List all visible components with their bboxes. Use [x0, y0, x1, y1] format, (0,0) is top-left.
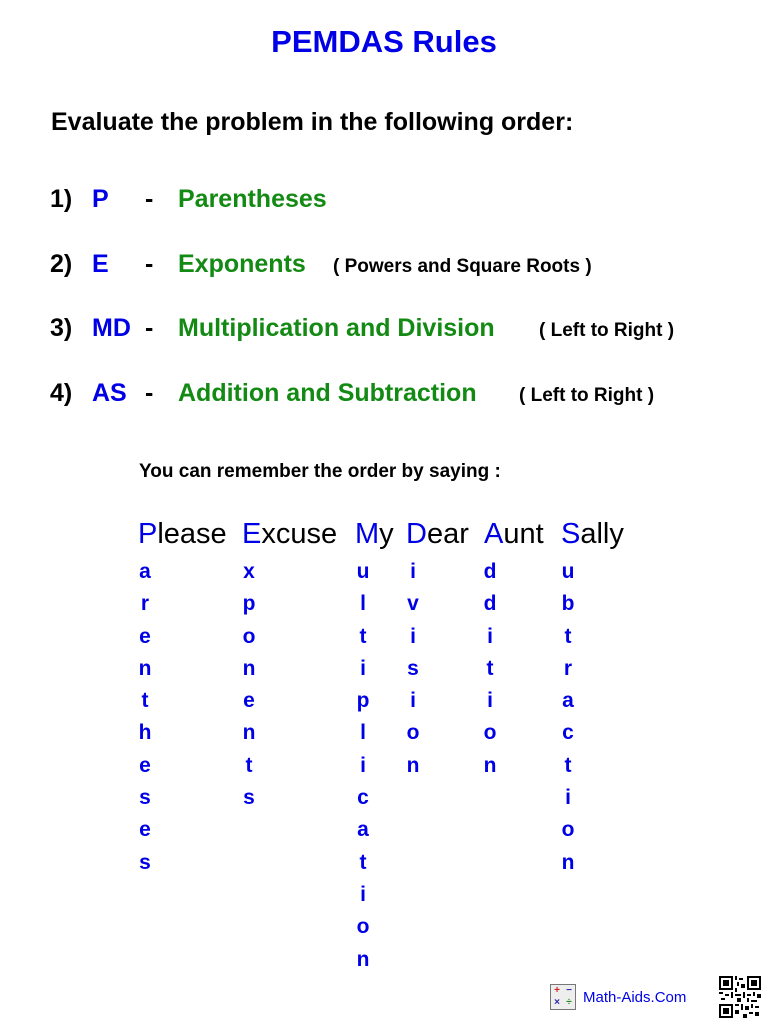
- mnemonic-word: [484, 515, 544, 553]
- column-letter: l: [360, 592, 366, 616]
- rule-abbreviation: MD: [92, 314, 131, 342]
- column-letter: s: [139, 850, 151, 874]
- column-letter: l: [360, 721, 366, 745]
- mnemonic-word: [355, 515, 394, 553]
- mnemonic-rest: ally: [580, 518, 624, 550]
- page-title: PEMDAS Rules: [271, 24, 497, 59]
- column-letter: s: [407, 656, 419, 680]
- mnemonic-word: [406, 515, 469, 553]
- rule-name: Multiplication and Division: [178, 314, 495, 342]
- mnemonic-initial: P: [138, 518, 158, 550]
- column-letter: d: [483, 560, 497, 583]
- column-letter: n: [561, 850, 575, 874]
- site-logo[interactable]: [550, 984, 686, 1010]
- mnemonic-word: [242, 515, 337, 553]
- column-letter: h: [138, 721, 152, 745]
- column-letter: i: [410, 624, 416, 648]
- column-letter: t: [486, 656, 494, 680]
- vertical-word-column: [239, 556, 259, 814]
- mnemonic-word: [561, 515, 624, 553]
- rule-abbreviation: E: [92, 250, 109, 278]
- column-letter: i: [565, 786, 571, 810]
- column-letter: e: [139, 624, 151, 648]
- rule-number: 3): [50, 314, 73, 342]
- column-letter: u: [561, 560, 575, 583]
- vertical-word-column: [135, 556, 155, 879]
- rule-name: Parentheses: [178, 185, 327, 213]
- qr-code-icon: [719, 976, 761, 1018]
- vertical-word-column: [558, 556, 578, 879]
- column-letter: o: [561, 818, 575, 842]
- vertical-word-column: [403, 556, 423, 782]
- mnemonic-rest: ear: [426, 518, 469, 550]
- rule-note: ( Left to Right ): [539, 320, 675, 341]
- column-letter: u: [356, 560, 370, 583]
- site-name[interactable]: Math-Aids.Com: [583, 988, 687, 1006]
- column-letter: t: [359, 850, 367, 874]
- mnemonic-rest: unt: [503, 518, 544, 550]
- rule-dash: -: [145, 314, 154, 342]
- vertical-word-column: [353, 556, 373, 976]
- column-letter: n: [242, 656, 256, 680]
- rule-name: Exponents: [178, 250, 306, 278]
- minus-symbol: −: [566, 985, 572, 996]
- rule-number: 4): [50, 379, 73, 407]
- mnemonic-rest: lease: [157, 518, 227, 550]
- column-letter: r: [140, 592, 150, 616]
- divide-symbol: ÷: [566, 997, 572, 1008]
- column-letter: i: [487, 624, 493, 648]
- rule-number: 1): [50, 185, 73, 213]
- column-letter: n: [138, 656, 152, 680]
- column-letter: t: [245, 753, 253, 777]
- plus-symbol: +: [554, 985, 560, 996]
- column-letter: i: [360, 753, 366, 777]
- column-letter: v: [407, 592, 419, 616]
- column-letter: a: [562, 689, 574, 713]
- column-letter: t: [564, 753, 572, 777]
- rule-number: 2): [50, 250, 73, 278]
- instructions: Evaluate the problem in the following order:: [51, 108, 574, 136]
- column-letter: n: [483, 753, 497, 777]
- mnemonic-initial: A: [484, 518, 504, 550]
- column-letter: t: [141, 689, 149, 713]
- calculator-icon: [550, 984, 576, 1010]
- column-letter: p: [242, 592, 256, 616]
- rule-name: Addition and Subtraction: [178, 379, 477, 407]
- mnemonic-initial: S: [561, 518, 581, 550]
- mnemonic-word: [138, 515, 227, 553]
- column-letter: a: [139, 560, 151, 583]
- column-letter: t: [564, 624, 572, 648]
- rule-dash: -: [145, 379, 154, 407]
- column-letter: o: [356, 915, 370, 939]
- rule-dash: -: [145, 185, 154, 213]
- mnemonic-initial: E: [242, 518, 262, 550]
- mnemonic-rest: xcuse: [261, 518, 338, 550]
- mnemonic-initial: M: [355, 518, 380, 550]
- column-letter: p: [356, 689, 370, 713]
- column-letter: o: [406, 721, 420, 745]
- column-letter: n: [242, 721, 256, 745]
- column-letter: e: [139, 818, 151, 842]
- rule-note: ( Powers and Square Roots ): [333, 256, 592, 277]
- times-symbol: ×: [554, 997, 560, 1008]
- rule-dash: -: [145, 250, 154, 278]
- column-letter: i: [487, 689, 493, 713]
- mnemonic-initial: D: [406, 518, 427, 550]
- column-letter: d: [483, 592, 497, 616]
- vertical-word-column: [480, 556, 500, 782]
- column-letter: o: [242, 624, 256, 648]
- column-letter: r: [563, 656, 573, 680]
- column-letter: i: [410, 689, 416, 713]
- rule-abbreviation: P: [92, 185, 109, 213]
- rule-note: ( Left to Right ): [519, 385, 655, 406]
- column-letter: c: [562, 721, 574, 745]
- column-letter: x: [243, 560, 255, 583]
- column-letter: o: [483, 721, 497, 745]
- column-letter: n: [406, 753, 420, 777]
- column-letter: e: [139, 753, 151, 777]
- column-letter: b: [561, 592, 575, 616]
- mnemonic-rest: y: [379, 518, 394, 550]
- mnemonic-intro: You can remember the order by saying :: [139, 461, 501, 482]
- column-letter: s: [139, 786, 151, 810]
- column-letter: c: [357, 786, 369, 810]
- column-letter: i: [360, 656, 366, 680]
- column-letter: t: [359, 624, 367, 648]
- column-letter: s: [243, 786, 255, 810]
- column-letter: e: [243, 689, 255, 713]
- rule-abbreviation: AS: [92, 379, 127, 407]
- column-letter: n: [356, 947, 370, 971]
- column-letter: i: [360, 882, 366, 906]
- column-letter: i: [410, 560, 416, 583]
- column-letter: a: [357, 818, 369, 842]
